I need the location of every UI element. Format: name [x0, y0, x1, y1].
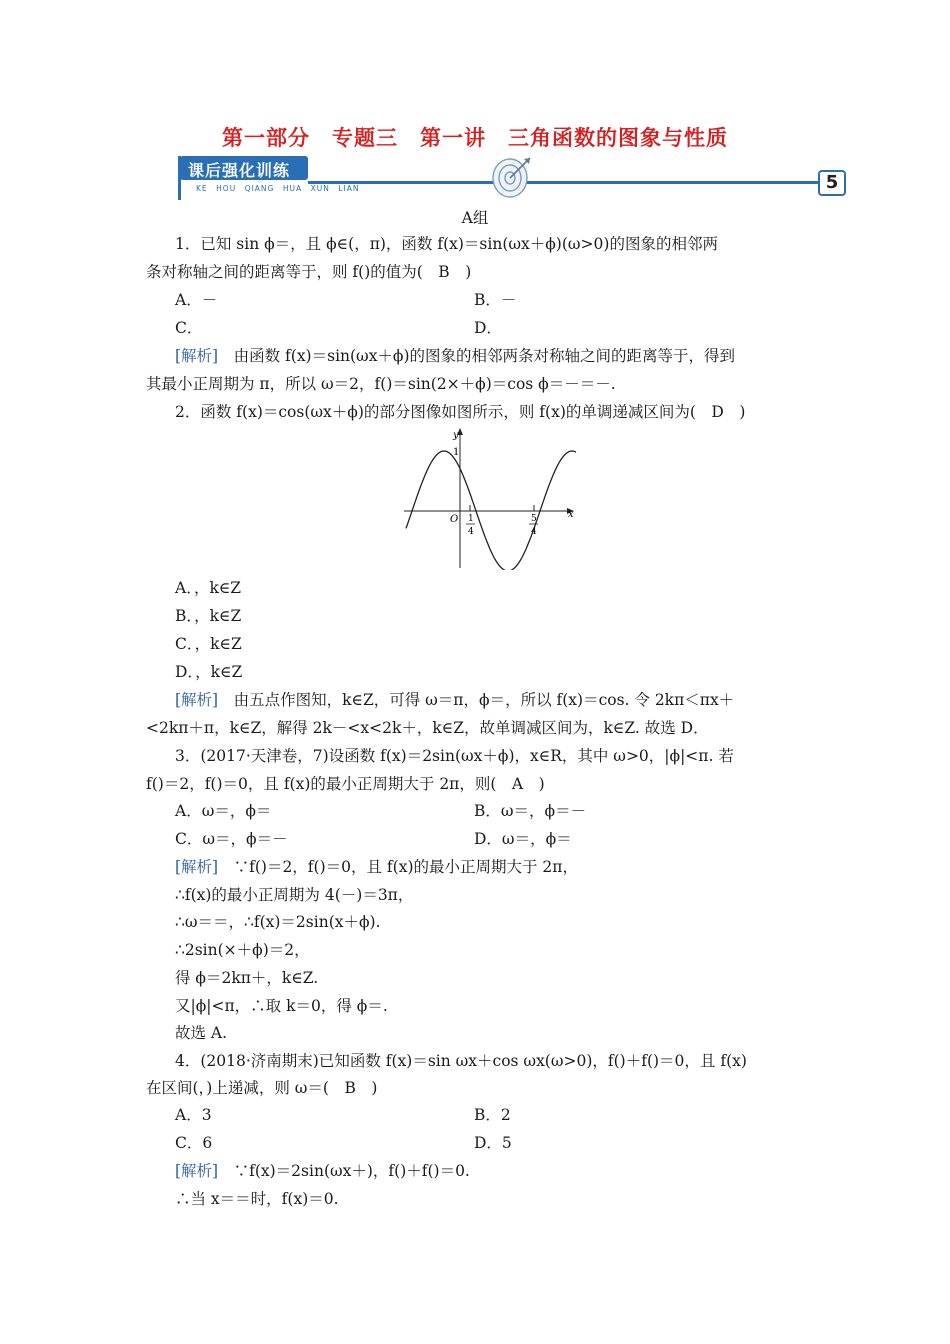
banner-label-box — [180, 156, 308, 180]
q3-analysis-line3: ∴ω＝＝，∴f(x)＝2sin(x＋ϕ). — [175, 913, 381, 931]
target-icon — [486, 152, 534, 200]
q4-option-c: C．6 — [175, 1134, 213, 1152]
q2-stem-line1: 2．函数 f(x)＝cos(ωx＋ϕ)的部分图像如图所示，则 f(x)的单调递减区间为( D ) — [175, 403, 746, 421]
q3-option-d: D．ω＝，ϕ＝ — [474, 830, 572, 848]
tick1-denominator: 4 — [468, 527, 474, 537]
q2-option-a: A．，k∈Z — [175, 579, 242, 597]
q2-analysis-line1 — [175, 690, 734, 710]
q4-analysis-line1 — [175, 1161, 470, 1181]
banner-pinyin: KE HOU QIANG HUA XUN LIAN — [196, 184, 360, 193]
q3-analysis-line2: ∴f(x)的最小正周期为 4(－)＝3π， — [175, 886, 414, 904]
q1-analysis-line1 — [175, 346, 735, 366]
page-title: 第一部分 专题三 第一讲 三角函数的图象与性质 — [222, 126, 728, 150]
q3-analysis-tag: [解析] — [175, 858, 219, 876]
tick2-numerator: 5 — [531, 514, 537, 524]
q4-analysis-line2: ∴当 x＝＝时，f(x)＝0. — [175, 1190, 339, 1208]
q2-option-c: C．，k∈Z — [175, 635, 242, 653]
q4-analysis-tag: [解析] — [175, 1162, 219, 1180]
q1-analysis-tag: [解析] — [175, 347, 219, 365]
banner-number: 5 — [818, 170, 846, 196]
q1-option-a: A．－ — [175, 291, 218, 309]
q1-stem-line1: 1．已知 sin ϕ＝，且 ϕ∈(，π)，函数 f(x)＝sin(ωx＋ϕ)(ω>0)的图象的相邻两 — [175, 235, 718, 253]
q1-option-b: B．－ — [474, 291, 517, 309]
q3-analysis-line7: 故选 A. — [175, 1024, 228, 1042]
q4-option-b: B．2 — [474, 1106, 511, 1124]
q1-option-d: D． — [474, 319, 502, 337]
q2-option-b: B．，k∈Z — [175, 607, 242, 625]
q4-stem-line2: 在区间(，)上递减，则 ω＝( B ) — [146, 1079, 378, 1097]
banner-label: 课后强化训练 — [188, 161, 291, 180]
q3-analysis-line4: ∴2sin(×＋ϕ)＝2， — [175, 941, 310, 959]
q3-analysis-text1: ∵f()＝2，f()＝0，且 f(x)的最小正周期大于 2π， — [218, 858, 578, 876]
tick2-denominator: 4 — [531, 527, 537, 537]
q1-stem-line2: 条对称轴之间的距离等于，则 f()的值为( B ) — [146, 263, 472, 281]
y-axis-label: y — [453, 430, 459, 441]
q3-option-c: C．ω＝，ϕ＝－ — [175, 830, 288, 848]
q3-option-a: A．ω＝，ϕ＝ — [175, 802, 272, 820]
q4-option-a: A．3 — [175, 1106, 212, 1124]
q1-analysis-line2: 其最小正周期为 π，所以 ω＝2，f()＝sin(2×＋ϕ)＝cos ϕ＝－＝－. — [146, 375, 616, 393]
tick1-numerator: 1 — [468, 514, 474, 524]
section-banner — [178, 152, 850, 202]
cosine-graph-figure — [402, 425, 578, 570]
q3-stem-line1: 3．(2017·天津卷，7)设函数 f(x)＝2sin(ωx＋ϕ)，x∈R，其中 ω>0，|ϕ|<π. 若 — [175, 747, 734, 765]
q3-option-b: B．ω＝，ϕ＝－ — [474, 802, 587, 820]
q3-analysis-line1 — [175, 857, 578, 877]
q3-stem-line2: f()＝2，f()＝0，且 f(x)的最小正周期大于 2π，则( A ) — [146, 775, 545, 793]
q4-option-d: D．5 — [474, 1134, 512, 1152]
q1-option-c: C． — [175, 319, 203, 337]
q4-analysis-text1: ∵f(x)＝2sin(ωx＋)，f()＋f()＝0. — [218, 1162, 470, 1180]
group-heading: A组 — [461, 209, 489, 227]
origin-label: O — [450, 514, 459, 525]
q2-analysis-tag: [解析] — [175, 691, 219, 709]
q2-analysis-text1: 由五点作图知，k∈Z，可得 ω＝π，ϕ＝，所以 f(x)＝cos. 令 2kπ＜πx＋ — [218, 691, 735, 709]
q2-option-d: D．，k∈Z — [175, 663, 243, 681]
q4-stem-line1: 4．(2018·济南期末)已知函数 f(x)＝sin ωx＋cos ωx(ω>0)，f()＋f()＝0，且 f(x) — [175, 1052, 747, 1070]
q3-analysis-line6: 又|ϕ|<π，∴取 k＝0，得 ϕ＝. — [175, 997, 388, 1015]
x-axis-label: x — [568, 509, 574, 520]
q2-analysis-line2: <2kπ＋π，k∈Z，解得 2k－<x<2k＋，k∈Z，故单调减区间为，k∈Z. 故选 D． — [146, 719, 709, 737]
q3-analysis-line5: 得 ϕ＝2kπ＋，k∈Z. — [175, 969, 319, 987]
y-max-label: 1 — [453, 447, 460, 458]
q1-analysis-text1: 由函数 f(x)＝sin(ωx＋ϕ)的图象的相邻两条对称轴之间的距离等于，得到 — [218, 347, 736, 365]
banner-rule — [308, 181, 818, 184]
